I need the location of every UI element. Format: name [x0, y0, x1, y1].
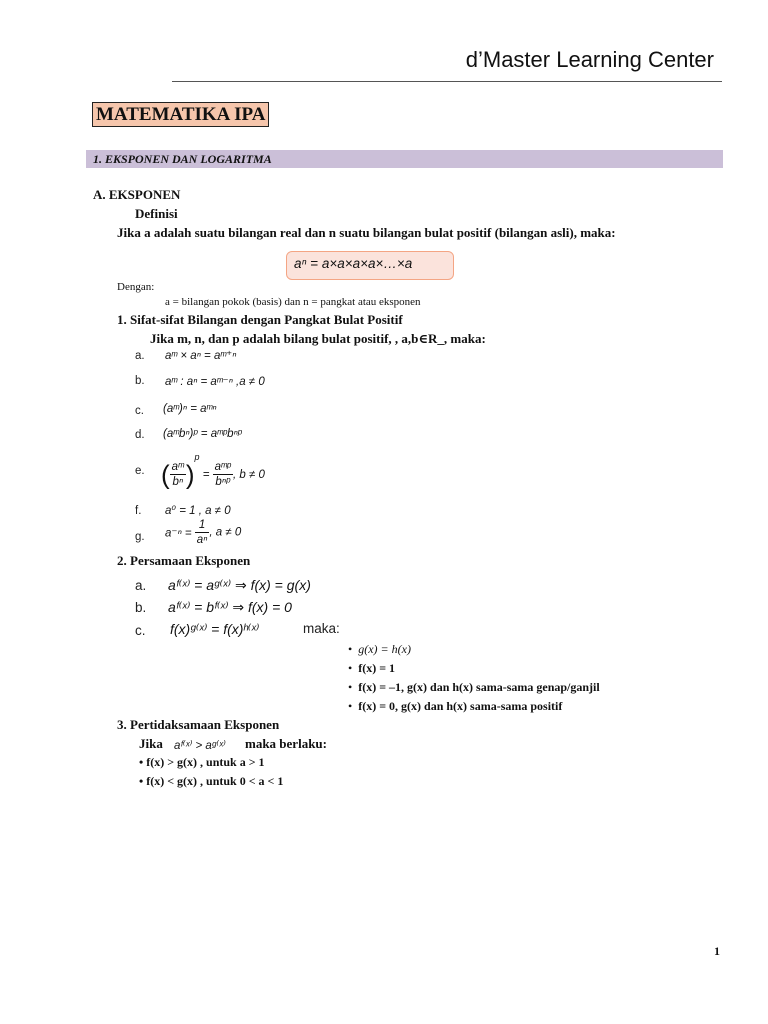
sifat-item-formula: a⁰ = 1 , a ≠ 0 — [165, 505, 231, 517]
sifat-item-letter: f. — [135, 505, 142, 517]
condition-item: • f(x) = 1 — [348, 661, 396, 675]
pertidaksamaan-condition: • f(x) > g(x) , untuk a > 1 — [139, 755, 265, 769]
sifat-item-letter: e. — [135, 465, 145, 477]
sifat-item-letter: d. — [135, 429, 145, 441]
fraction-numerator: aᵐ — [171, 461, 184, 474]
sifat-item-letter: b. — [135, 375, 145, 387]
dengan-label: Dengan: — [117, 281, 155, 293]
fraction-denominator: bⁿ — [172, 476, 184, 489]
persamaan-item-letter: b. — [135, 600, 147, 615]
persamaan-item-formula: aᶠ⁽ˣ⁾ = bᶠ⁽ˣ⁾ ⇒ f(x) = 0 — [168, 599, 292, 615]
condition-text: f(x) < g(x) , untuk 0 < a < 1 — [146, 774, 284, 788]
header-title: d’Master Learning Center — [465, 47, 714, 72]
sifat-heading: 1. Sifat-sifat Bilangan dengan Pangkat Bulat Positif — [117, 312, 403, 327]
persamaan-item-suffix: maka: — [303, 621, 340, 636]
sifat-item-formula: aᵐ : aⁿ = aᵐ⁻ⁿ ,a ≠ 0 — [165, 376, 265, 388]
sifat-item-letter: c. — [135, 405, 144, 417]
condition-item: • f(x) = 0, g(x) dan h(x) sama-sama positif — [348, 699, 563, 713]
condition-text: f(x) = 1 — [358, 661, 396, 675]
sifat-item-formula-e: ( $\frac{\text{aᵐ}}{\text{bⁿ}}$ )$^p$ = $\frac{\text{aᵐᵖ}}{\text{bⁿᵖ}}$ , b ≠ 0 — [161, 452, 265, 490]
sifat-item-formula: (aᵐbⁿ)ᵖ = aᵐᵖbⁿᵖ — [163, 428, 242, 440]
definition-text: Jika a adalah suatu bilangan real dan n suatu bilangan bulat positif (bilangan asli), maka: — [117, 225, 616, 240]
persamaan-item-letter: a. — [135, 578, 147, 593]
fraction-numerator: aᵐᵖ — [214, 461, 231, 474]
pertidaksamaan-heading: 3. Pertidaksamaan Eksponen — [117, 717, 280, 732]
definisi-heading: Definisi — [135, 206, 178, 221]
pertidaksamaan-condition: • f(x) < g(x) , untuk 0 < a < 1 — [139, 774, 284, 788]
condition-text: f(x) = –1, g(x) dan h(x) sama-sama genap/ganjil — [358, 680, 600, 694]
condition-item: • f(x) = –1, g(x) dan h(x) sama-sama genap/ganjil — [348, 680, 600, 694]
persamaan-item-letter: c. — [135, 623, 146, 638]
condition-item: • g(x) = h(x) — [348, 642, 411, 656]
sifat-item-letter: a. — [135, 350, 145, 362]
exponent: p — [194, 452, 200, 462]
persamaan-heading: 2. Persamaan Eksponen — [117, 553, 251, 568]
formula-lhs: a⁻ⁿ = — [165, 527, 192, 540]
persamaan-item-formula: f(x)ᵍ⁽ˣ⁾ = f(x)ʰ⁽ˣ⁾ — [170, 621, 260, 637]
sifat-item-letter: g. — [135, 531, 145, 543]
chapter-title: 1. EKSPONEN DAN LOGARITMA — [93, 152, 272, 166]
condition-text: f(x) = 0, g(x) dan h(x) sama-sama positif — [358, 699, 563, 713]
dengan-text: a = bilangan pokok (basis) dan n = pangkat atau eksponen — [165, 296, 421, 308]
fraction-denominator: aⁿ — [196, 534, 208, 546]
sifat-item-formula: (aᵐ)ⁿ = aᵐⁿ — [163, 403, 217, 415]
fraction-denominator: bⁿᵖ — [215, 476, 231, 489]
definition-formula: aⁿ = a×a×a×a×…×a — [294, 256, 413, 271]
sifat-intro: Jika m, n, dan p adalah bilang bulat positif, , a,b∈R_, maka: — [150, 331, 486, 346]
sifat-item-formula-g — [165, 518, 241, 547]
page-number: 1 — [714, 944, 720, 958]
sifat-item-formula: aᵐ × aⁿ = aᵐ⁺ⁿ — [165, 350, 237, 362]
condition-text: f(x) > g(x) , untuk a > 1 — [146, 755, 265, 769]
condition: , a ≠ 0 — [209, 526, 242, 539]
header-divider — [172, 81, 722, 82]
fraction-numerator: 1 — [195, 518, 210, 533]
subject-title: MATEMATIKA IPA — [92, 102, 269, 127]
persamaan-item-formula: aᶠ⁽ˣ⁾ = aᵍ⁽ˣ⁾ ⇒ f(x) = g(x) — [168, 577, 311, 593]
pertidaksamaan-berlaku: maka berlaku: — [245, 736, 327, 751]
condition: , b ≠ 0 — [232, 468, 265, 481]
section-a-heading: A. EKSPONEN — [93, 187, 181, 202]
pertidaksamaan-jika: Jika — [139, 736, 163, 751]
pertidaksamaan-formula: aᶠ⁽ˣ⁾ > aᵍ⁽ˣ⁾ — [174, 740, 226, 752]
condition-text: g(x) = h(x) — [358, 642, 411, 656]
